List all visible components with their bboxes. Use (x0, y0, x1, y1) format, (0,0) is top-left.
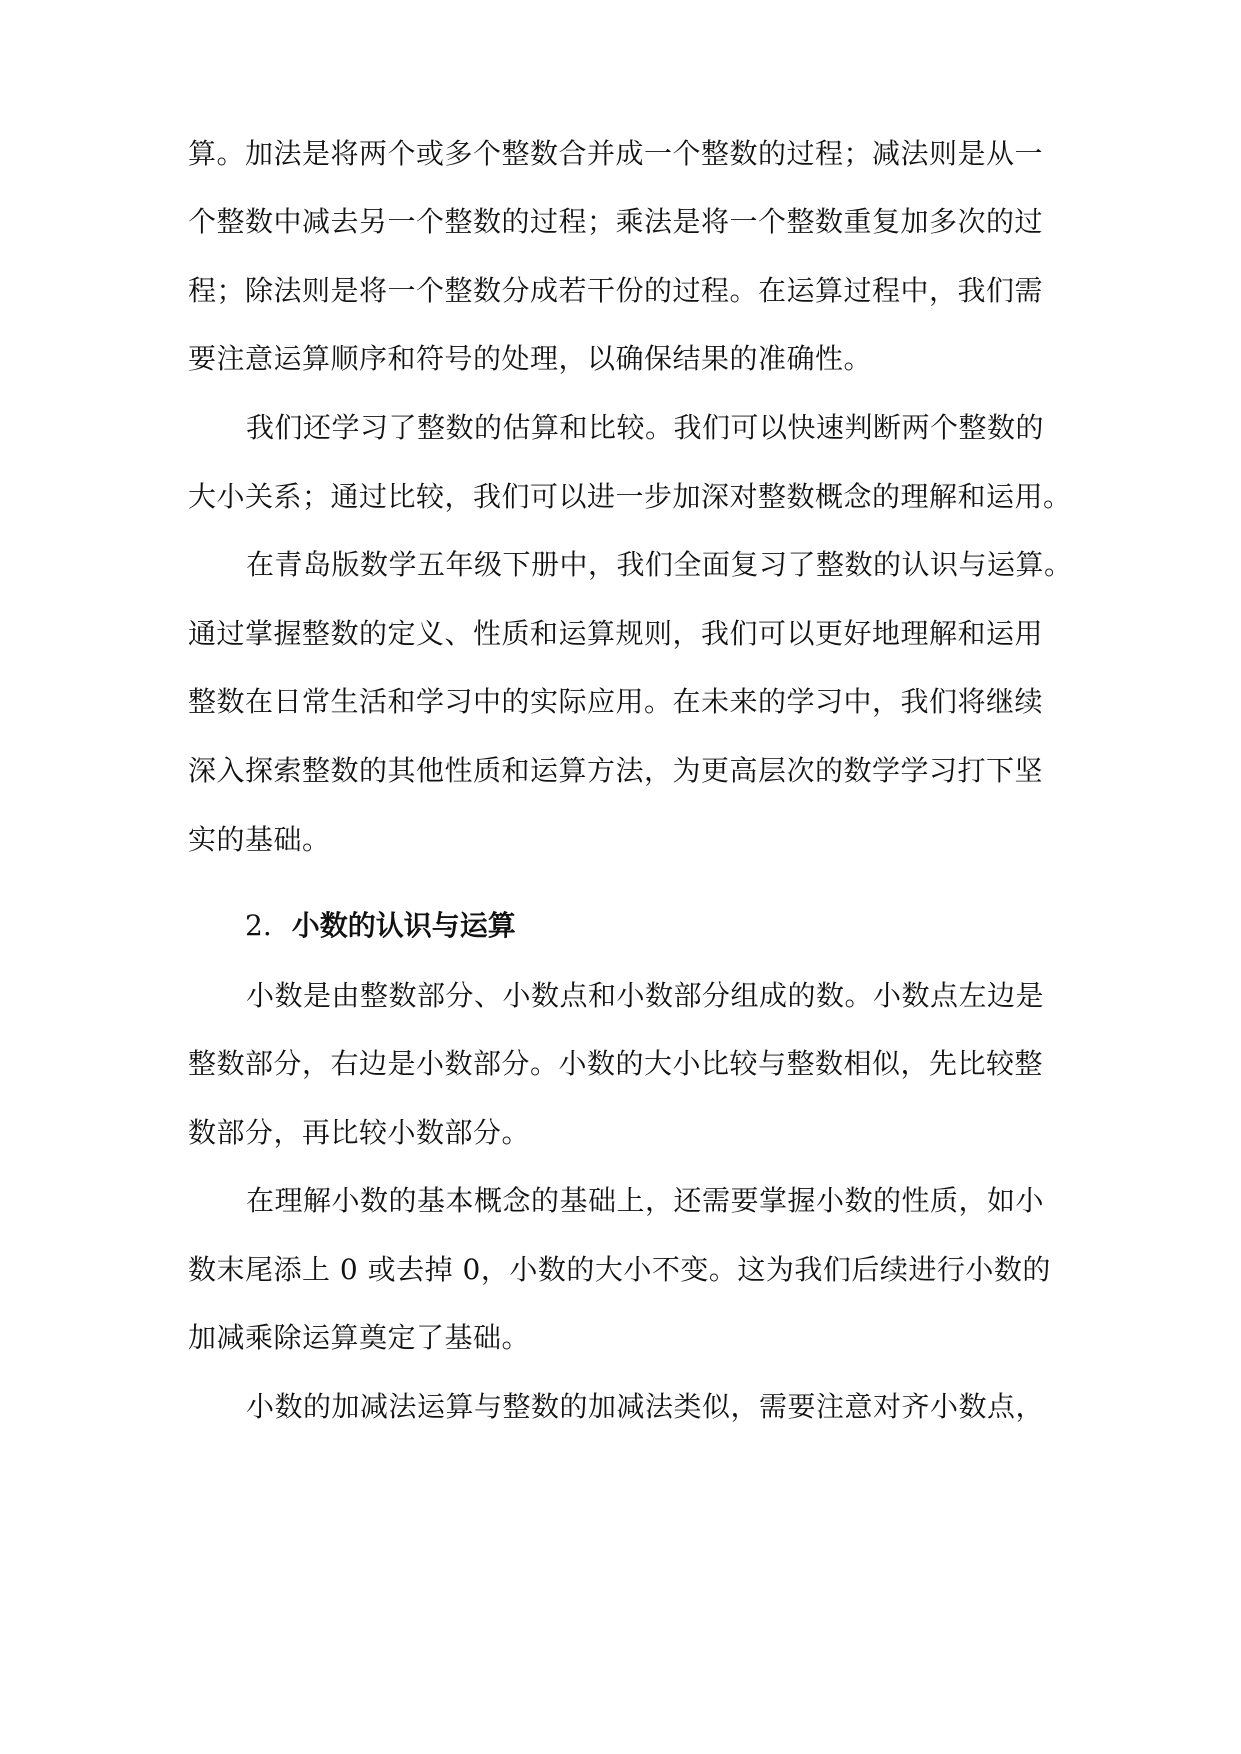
section-number: 2. (245, 909, 272, 942)
paragraph-5-line-1: 在理解小数的基本概念的基础上，还需要掌握小数的性质，如小 (246, 1184, 1045, 1217)
paragraph-4-line-3: 数部分，再比较小数部分。 (188, 1116, 531, 1149)
paragraph-1-line-2: 个整数中减去另一个整数的过程；乘法是将一个整数重复加多次的过 (188, 205, 1044, 238)
paragraph-1-line-3: 程；除法则是将一个整数分成若干份的过程。在运算过程中，我们需 (188, 274, 1044, 307)
paragraph-1-line-4: 要注意运算顺序和符号的处理，以确保结果的准确性。 (188, 342, 873, 375)
paragraph-3-line-5: 实的基础。 (188, 823, 331, 856)
paragraph-4-line-2: 整数部分，右边是小数部分。小数的大小比较与整数相似，先比较整 (188, 1047, 1044, 1080)
paragraph-5-line-3: 加减乘除运算奠定了基础。 (188, 1321, 531, 1354)
section-heading (245, 906, 845, 946)
paragraph-2-line-1: 我们还学习了整数的估算和比较。我们可以快速判断两个整数的 (246, 411, 1045, 444)
paragraph-3-line-1: 在青岛版数学五年级下册中，我们全面复习了整数的认识与运算。 (246, 548, 1073, 581)
paragraph-5-line-2: 数末尾添上 0 或去掉 0，小数的大小不变。这为我们后续进行小数的 (188, 1253, 1051, 1286)
paragraph-4-line-1: 小数是由整数部分、小数点和小数部分组成的数。小数点左边是 (246, 979, 1045, 1012)
paragraph-1-line-1: 算。加法是将两个或多个整数合并成一个整数的过程；减法则是从一 (188, 137, 1044, 170)
paragraph-3-line-4: 深入探索整数的其他性质和运算方法，为更高层次的数学学习打下坚 (188, 754, 1044, 787)
paragraph-3-line-2: 通过掌握整数的定义、性质和运算规则，我们可以更好地理解和运用 (188, 617, 1044, 650)
paragraph-3-line-3: 整数在日常生活和学习中的实际应用。在未来的学习中，我们将继续 (188, 685, 1044, 718)
paragraph-2-line-2: 大小关系；通过比较，我们可以进一步加深对整数概念的理解和运用。 (188, 480, 1072, 513)
section-title: 小数的认识与运算 (291, 909, 516, 942)
paragraph-6-line-1: 小数的加减法运算与整数的加减法类似，需要注意对齐小数点， (246, 1390, 1045, 1423)
